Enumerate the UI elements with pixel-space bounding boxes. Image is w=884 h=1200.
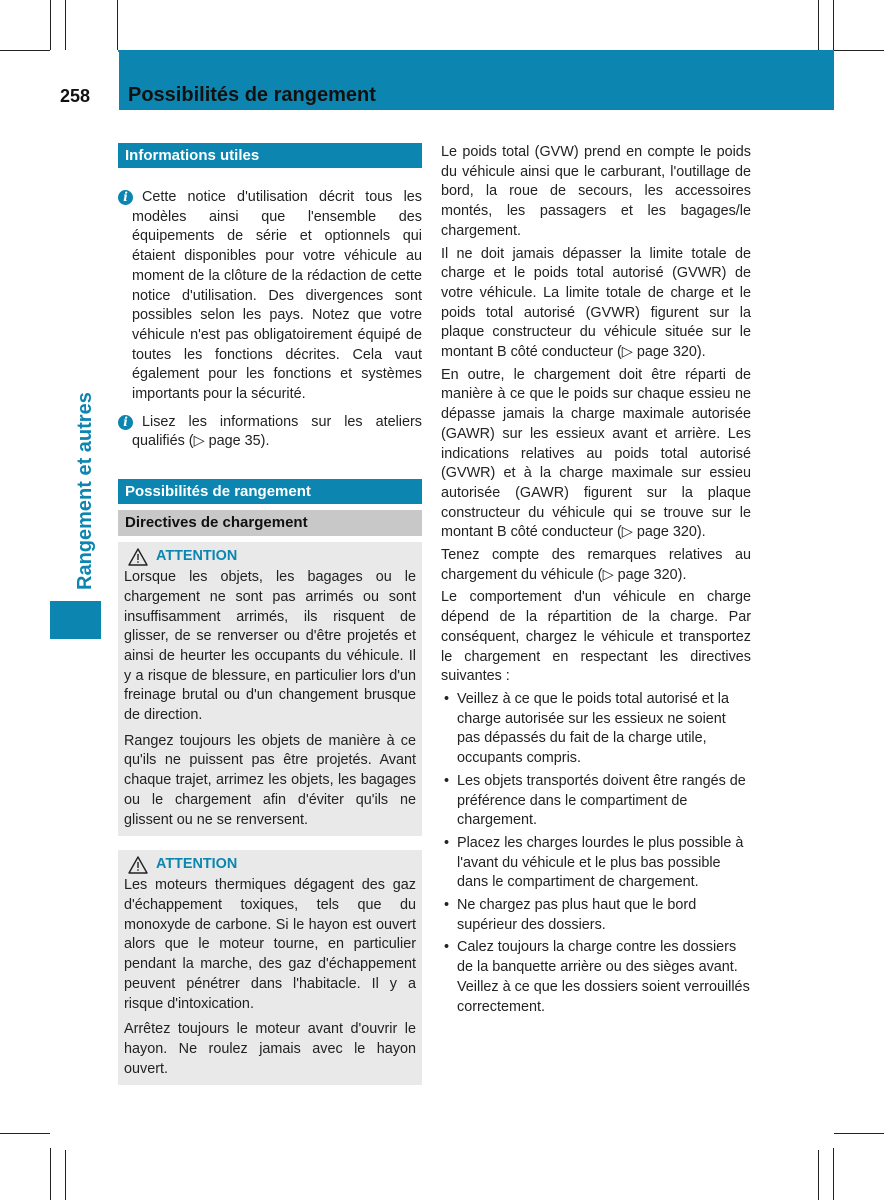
warning-text: Arrêtez toujours le moteur avant d'ouvrir le hayon. Ne roulez jamais avec le hayon ouvert. xyxy=(124,1021,416,1077)
warning-label: ATTENTION xyxy=(156,856,238,873)
crop-mark xyxy=(833,1148,834,1200)
warning-label: ATTENTION xyxy=(156,548,238,565)
warning-box xyxy=(118,542,422,836)
warning-text: Les moteurs thermiques dégagent des gaz d'échappement toxiques, tels que du monoxyde de carbone. Si le hayon est ouvert alors que le moteur tourne, en particulier pendant la marche, des gaz d'échappement peuvent pénétrer dans l'habitacle. Il y a risque d'intoxication. xyxy=(124,877,416,1012)
body-paragraph: Le comportement d'un véhicule en charge dépend de la répartition de la charge. Par conséquent, chargez le véhicule et transportez le chargement en respectant les directives suivantes : xyxy=(441,589,751,685)
bullet-list xyxy=(441,690,751,1017)
crop-mark xyxy=(834,50,884,51)
warning-header xyxy=(128,546,416,568)
info-icon: i xyxy=(118,415,133,430)
info-note xyxy=(118,413,422,452)
warning-text: Rangez toujours les objets de manière à ce qu'ils ne puissent pas être projetés. Avant chaque trajet, arrimez les objets, les bagages ou le chargement afin d'éviter qu'ils ne glissent ou ne se renversent. xyxy=(124,732,416,828)
body-paragraph: Le poids total (GVW) prend en compte le poids du véhicule ainsi que le carburant, l'outillage de bord, la roue de secours, les accessoires montés, les passagers et les bagages/le chargement. xyxy=(441,144,751,239)
side-chapter-tab xyxy=(50,601,101,639)
crop-mark xyxy=(818,1150,819,1200)
warning-triangle-icon xyxy=(128,548,148,566)
body-paragraph: Tenez compte des remarques relatives au chargement du véhicule (▷ page 320). xyxy=(441,547,751,583)
page-title: Possibilités de rangement xyxy=(128,84,376,106)
left-column xyxy=(118,143,422,1085)
list-item: • Placez les charges lourdes le plus possible à l'avant du véhicule et le plus bas possible dans le compartiment de chargement. xyxy=(444,834,744,891)
crop-mark xyxy=(65,0,66,50)
warning-triangle-icon xyxy=(128,856,148,874)
crop-mark xyxy=(50,1148,51,1200)
info-note xyxy=(118,188,422,405)
list-item: • Veillez à ce que le poids total autorisé et la charge autorisée sur les essieux ne soient pas dépassés du fait de la charge utile, occupants compris. xyxy=(444,690,729,767)
crop-mark xyxy=(65,1150,66,1200)
crop-mark xyxy=(834,1133,884,1134)
section-heading-informations: Informations utiles xyxy=(118,143,422,168)
side-chapter-label: Rangement et autres xyxy=(74,392,96,590)
crop-mark xyxy=(0,1133,50,1134)
info-text: Cette notice d'utilisation décrit tous les modèles ainsi que l'ensemble des équipements de série et optionnels qui étaient disponibles pour votre véhicule au moment de la clôture de la rédaction de cette notice d'utilisation. Des divergences sont possibles selon les pays. Notez que votre véhicule n'est pas obligatoirement équipé de toutes les fonctions décrites. Cela vaut également pour les fonctions et systèmes importants pour la sécurité. xyxy=(132,189,422,403)
warning-text: Lorsque les objets, les bagages ou le chargement ne sont pas arrimés ou sont insuffisamment arrimés, ils risquent de glisser, de se renverser ou d'être projetés et ainsi de heurter les occupants du véhicule. Il y a risque de blessure, en particulier lors d'un freinage brutal ou d'un changement brusque de direction. xyxy=(124,569,416,724)
crop-mark xyxy=(833,0,834,50)
info-icon: i xyxy=(118,190,133,205)
list-item: • Ne chargez pas plus haut que le bord supérieur des dossiers. xyxy=(444,897,697,933)
list-item: • Les objets transportés doivent être rangés de préférence dans le compartiment de chargement. xyxy=(444,772,746,829)
info-text: Lisez les informations sur les ateliers qualifiés (▷ page 35). xyxy=(132,413,422,450)
page-number: 258 xyxy=(60,86,91,106)
warning-box xyxy=(118,850,422,1085)
crop-mark xyxy=(50,0,51,50)
crop-mark xyxy=(0,50,50,51)
body-paragraph: Il ne doit jamais dépasser la limite totale de charge et le poids total autorisé (GVWR) de votre véhicule. La limite totale de charge et le poids total autorisé (GVWR) figurent sur la plaque constructeur du véhicule située sur le montant B côté conducteur (▷ page 320). xyxy=(441,245,751,361)
list-item: • Calez toujours la charge contre les dossiers de la banquette arrière ou des sièges avant. Veillez à ce que les dossiers soient verrouillés correctement. xyxy=(444,939,750,1015)
subheading-directives: Directives de chargement xyxy=(118,510,422,536)
right-column xyxy=(441,143,751,1020)
header-divider xyxy=(117,52,119,110)
warning-header xyxy=(128,854,416,876)
crop-mark xyxy=(117,0,118,50)
section-heading-possibilites: Possibilités de rangement xyxy=(118,479,422,504)
body-paragraph: En outre, le chargement doit être réparti de manière à ce que le poids sur chaque essieu ne dépasse jamais la charge maximale autorisée (GAWR) sur les essieux avant et arrière. Les indications relatives au poids total autorisé (GVWR) et à la charge maximale sur essieu autorisée (GAWR) figurent sur la plaque constructeur du véhicule qui se trouve sur le montant B côté conducteur (▷ page 320). xyxy=(441,366,751,541)
crop-mark xyxy=(818,0,819,50)
